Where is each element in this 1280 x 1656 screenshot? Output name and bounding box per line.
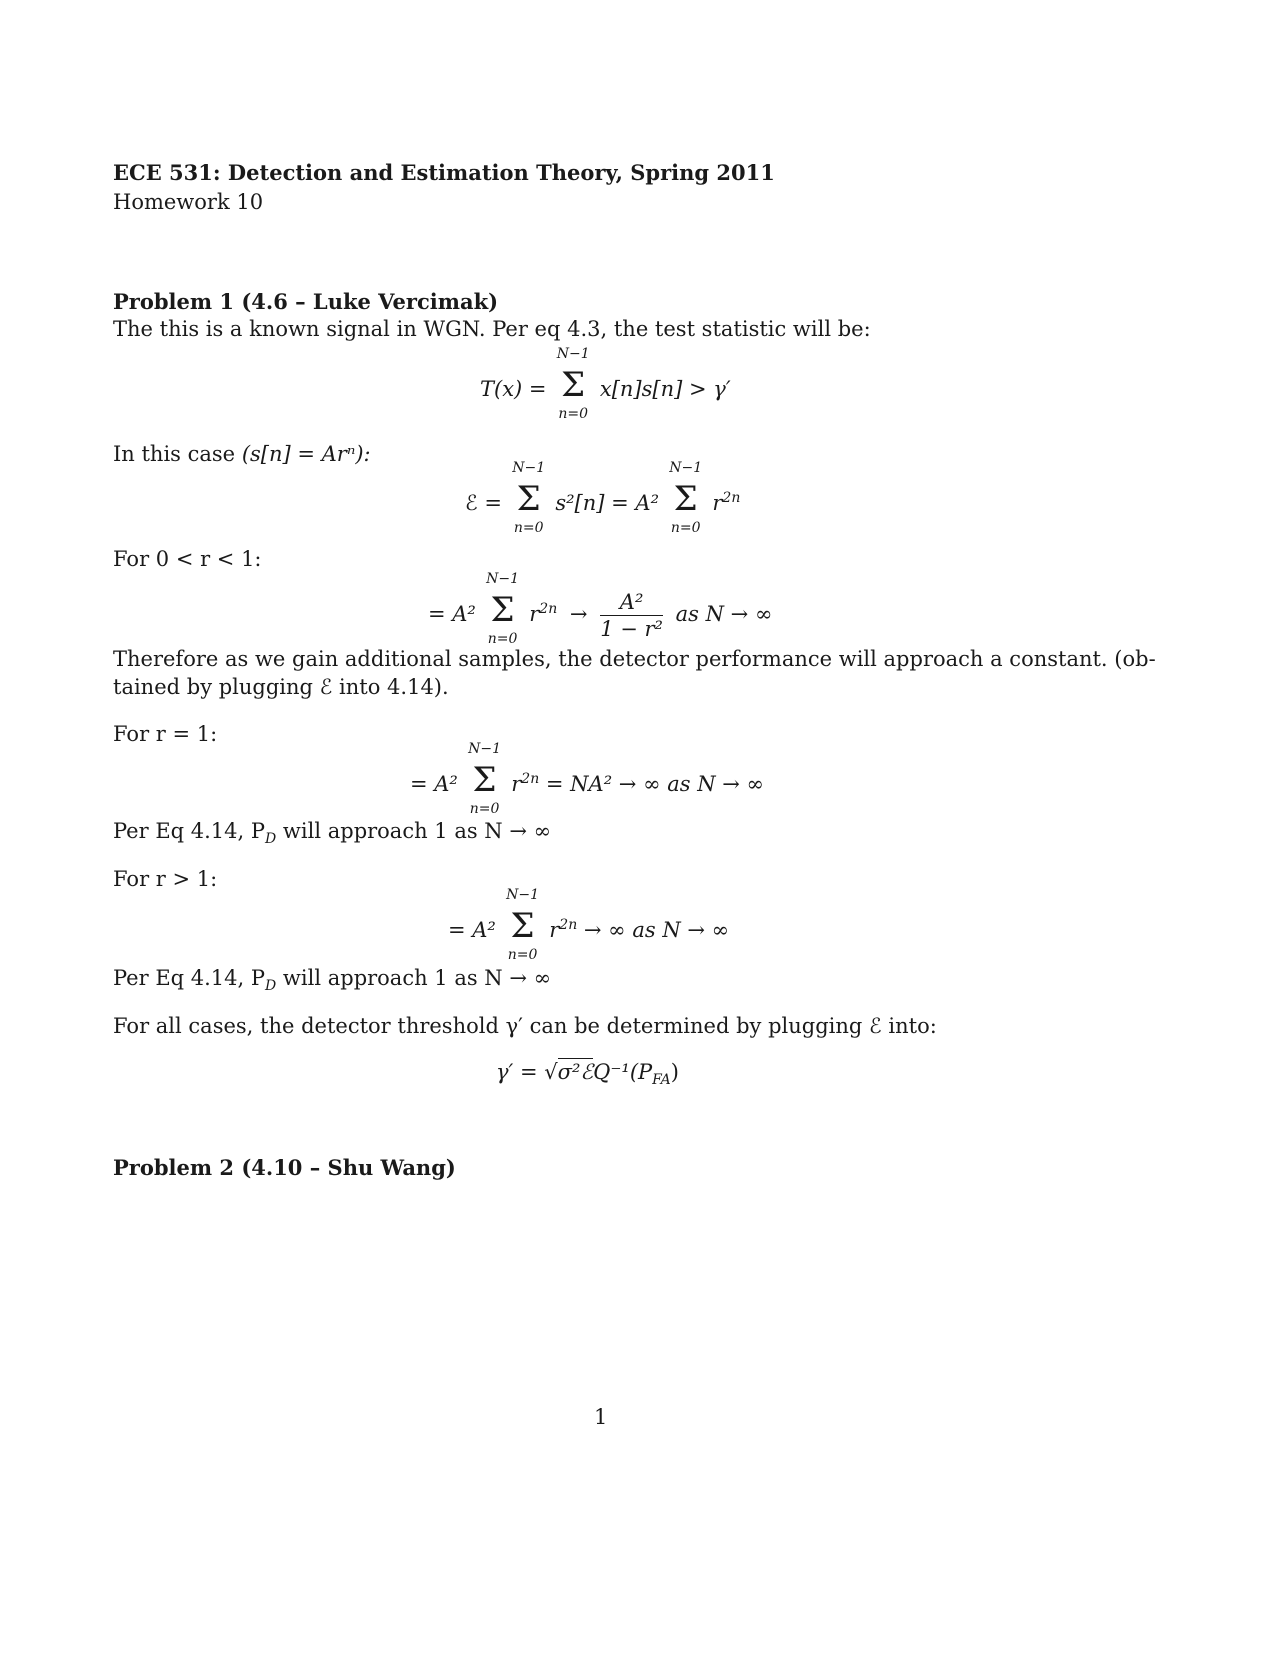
case-intro [113, 440, 371, 469]
range2-label: For r = 1: [113, 722, 218, 746]
range3-conclusion [113, 964, 551, 1001]
summation-symbol: N−1 Σ n=0 [483, 593, 523, 627]
sum-upper-limit: N−1 [512, 460, 546, 476]
range1-conclusion-line2: tained by plugging ℰ into 4.14). [113, 675, 449, 699]
sum-lower-limit: n=0 [670, 520, 701, 536]
summation-symbol: N−1 Σ n=0 [666, 482, 706, 516]
range2-conclusion [113, 817, 551, 854]
summation-symbol: N−1 Σ n=0 [509, 482, 549, 516]
eq3-term: r [529, 602, 540, 626]
eq2-mid: s²[n] = A² [555, 491, 659, 515]
equation-test-statistic [480, 346, 731, 422]
problem2-heading: Problem 2 (4.10 – Shu Wang) [113, 1155, 456, 1180]
equation-range3 [448, 887, 730, 963]
range3-conclusion-rest: will approach 1 as N → ∞ [276, 966, 552, 990]
eq3-fraction-numerator: A² [600, 590, 663, 616]
sum-upper-limit: N−1 [468, 741, 501, 757]
sqrt-sign: √ [544, 1060, 558, 1084]
problem1-intro: The this is a known signal in WGN. Per eq 4.3, the test statistic will be: [113, 317, 871, 341]
eq3-arrow: → [569, 602, 588, 626]
eq4-tail: = NA² → ∞ as N → ∞ [545, 772, 765, 796]
eq4-term: r [511, 772, 522, 796]
eq3-fraction [600, 590, 663, 641]
sum-upper-limit: N−1 [506, 887, 539, 903]
case-definition: (s[n] = Arⁿ): [241, 442, 371, 466]
eq6-subscript: FA [652, 1072, 671, 1089]
eq3-tail: as N → ∞ [675, 602, 773, 626]
eq2-rhs-exponent: 2n [722, 490, 741, 506]
sum-lower-limit: n=0 [558, 406, 589, 422]
summation-symbol: N−1 Σ n=0 [553, 368, 593, 402]
equation-energy [465, 460, 741, 536]
range1-label: For 0 < r < 1: [113, 547, 262, 571]
range3-conclusion-text: Per Eq 4.14, P [113, 966, 266, 990]
range3-conclusion-subscript: D [265, 978, 277, 995]
eq1-lhs: T(x) = [480, 377, 554, 401]
sum-lower-limit: n=0 [487, 631, 518, 647]
summation-symbol: N−1 Σ n=0 [503, 909, 543, 943]
eq3-term-exponent: 2n [539, 601, 558, 617]
equation-threshold [496, 1060, 679, 1088]
range2-conclusion-text: Per Eq 4.14, P [113, 819, 266, 843]
eq6-rest: Q⁻¹(P [593, 1060, 653, 1084]
eq2-lhs: ℰ = [465, 491, 509, 515]
range1-conclusion-line1: Therefore as we gain additional samples, the detector performance will approach a constant. (ob- [113, 647, 1156, 671]
sum-lower-limit: n=0 [469, 801, 500, 817]
summation-symbol: N−1 Σ n=0 [465, 763, 505, 797]
eq5-lhs: = A² [448, 918, 496, 942]
equation-range1 [428, 571, 773, 647]
eq1-rhs: x[n]s[n] > γ′ [599, 377, 731, 401]
threshold-text: For all cases, the detector threshold γ′ can be determined by plugging ℰ into: [113, 1014, 937, 1038]
eq3-fraction-denominator: 1 − r² [600, 617, 663, 641]
eq6-close: ) [670, 1060, 679, 1084]
equation-range2 [410, 741, 765, 817]
eq4-lhs: = A² [410, 772, 458, 796]
range3-label: For r > 1: [113, 867, 218, 891]
document-subtitle: Homework 10 [113, 190, 264, 214]
eq3-lhs: = A² [428, 602, 476, 626]
eq4-term-exponent: 2n [521, 771, 540, 787]
eq5-term-exponent: 2n [559, 917, 578, 933]
document-title: ECE 531: Detection and Estimation Theory, Spring 2011 [113, 160, 775, 185]
sum-lower-limit: n=0 [507, 947, 538, 963]
problem1-heading: Problem 1 (4.6 – Luke Vercimak) [113, 289, 499, 314]
sum-upper-limit: N−1 [669, 460, 703, 476]
range2-conclusion-subscript: D [265, 831, 277, 848]
eq5-tail: → ∞ as N → ∞ [583, 918, 730, 942]
sum-upper-limit: N−1 [556, 346, 590, 362]
sum-lower-limit: n=0 [513, 520, 544, 536]
sum-upper-limit: N−1 [486, 571, 519, 587]
case-intro-text: In this case [113, 442, 236, 466]
page-number: 1 [594, 1405, 608, 1429]
eq6-sqrt-content: σ²ℰ [557, 1060, 594, 1084]
eq6-lhs: γ′ = [496, 1060, 545, 1084]
eq5-term: r [549, 918, 560, 942]
eq2-rhs: r [712, 491, 723, 515]
range2-conclusion-rest: will approach 1 as N → ∞ [276, 819, 552, 843]
